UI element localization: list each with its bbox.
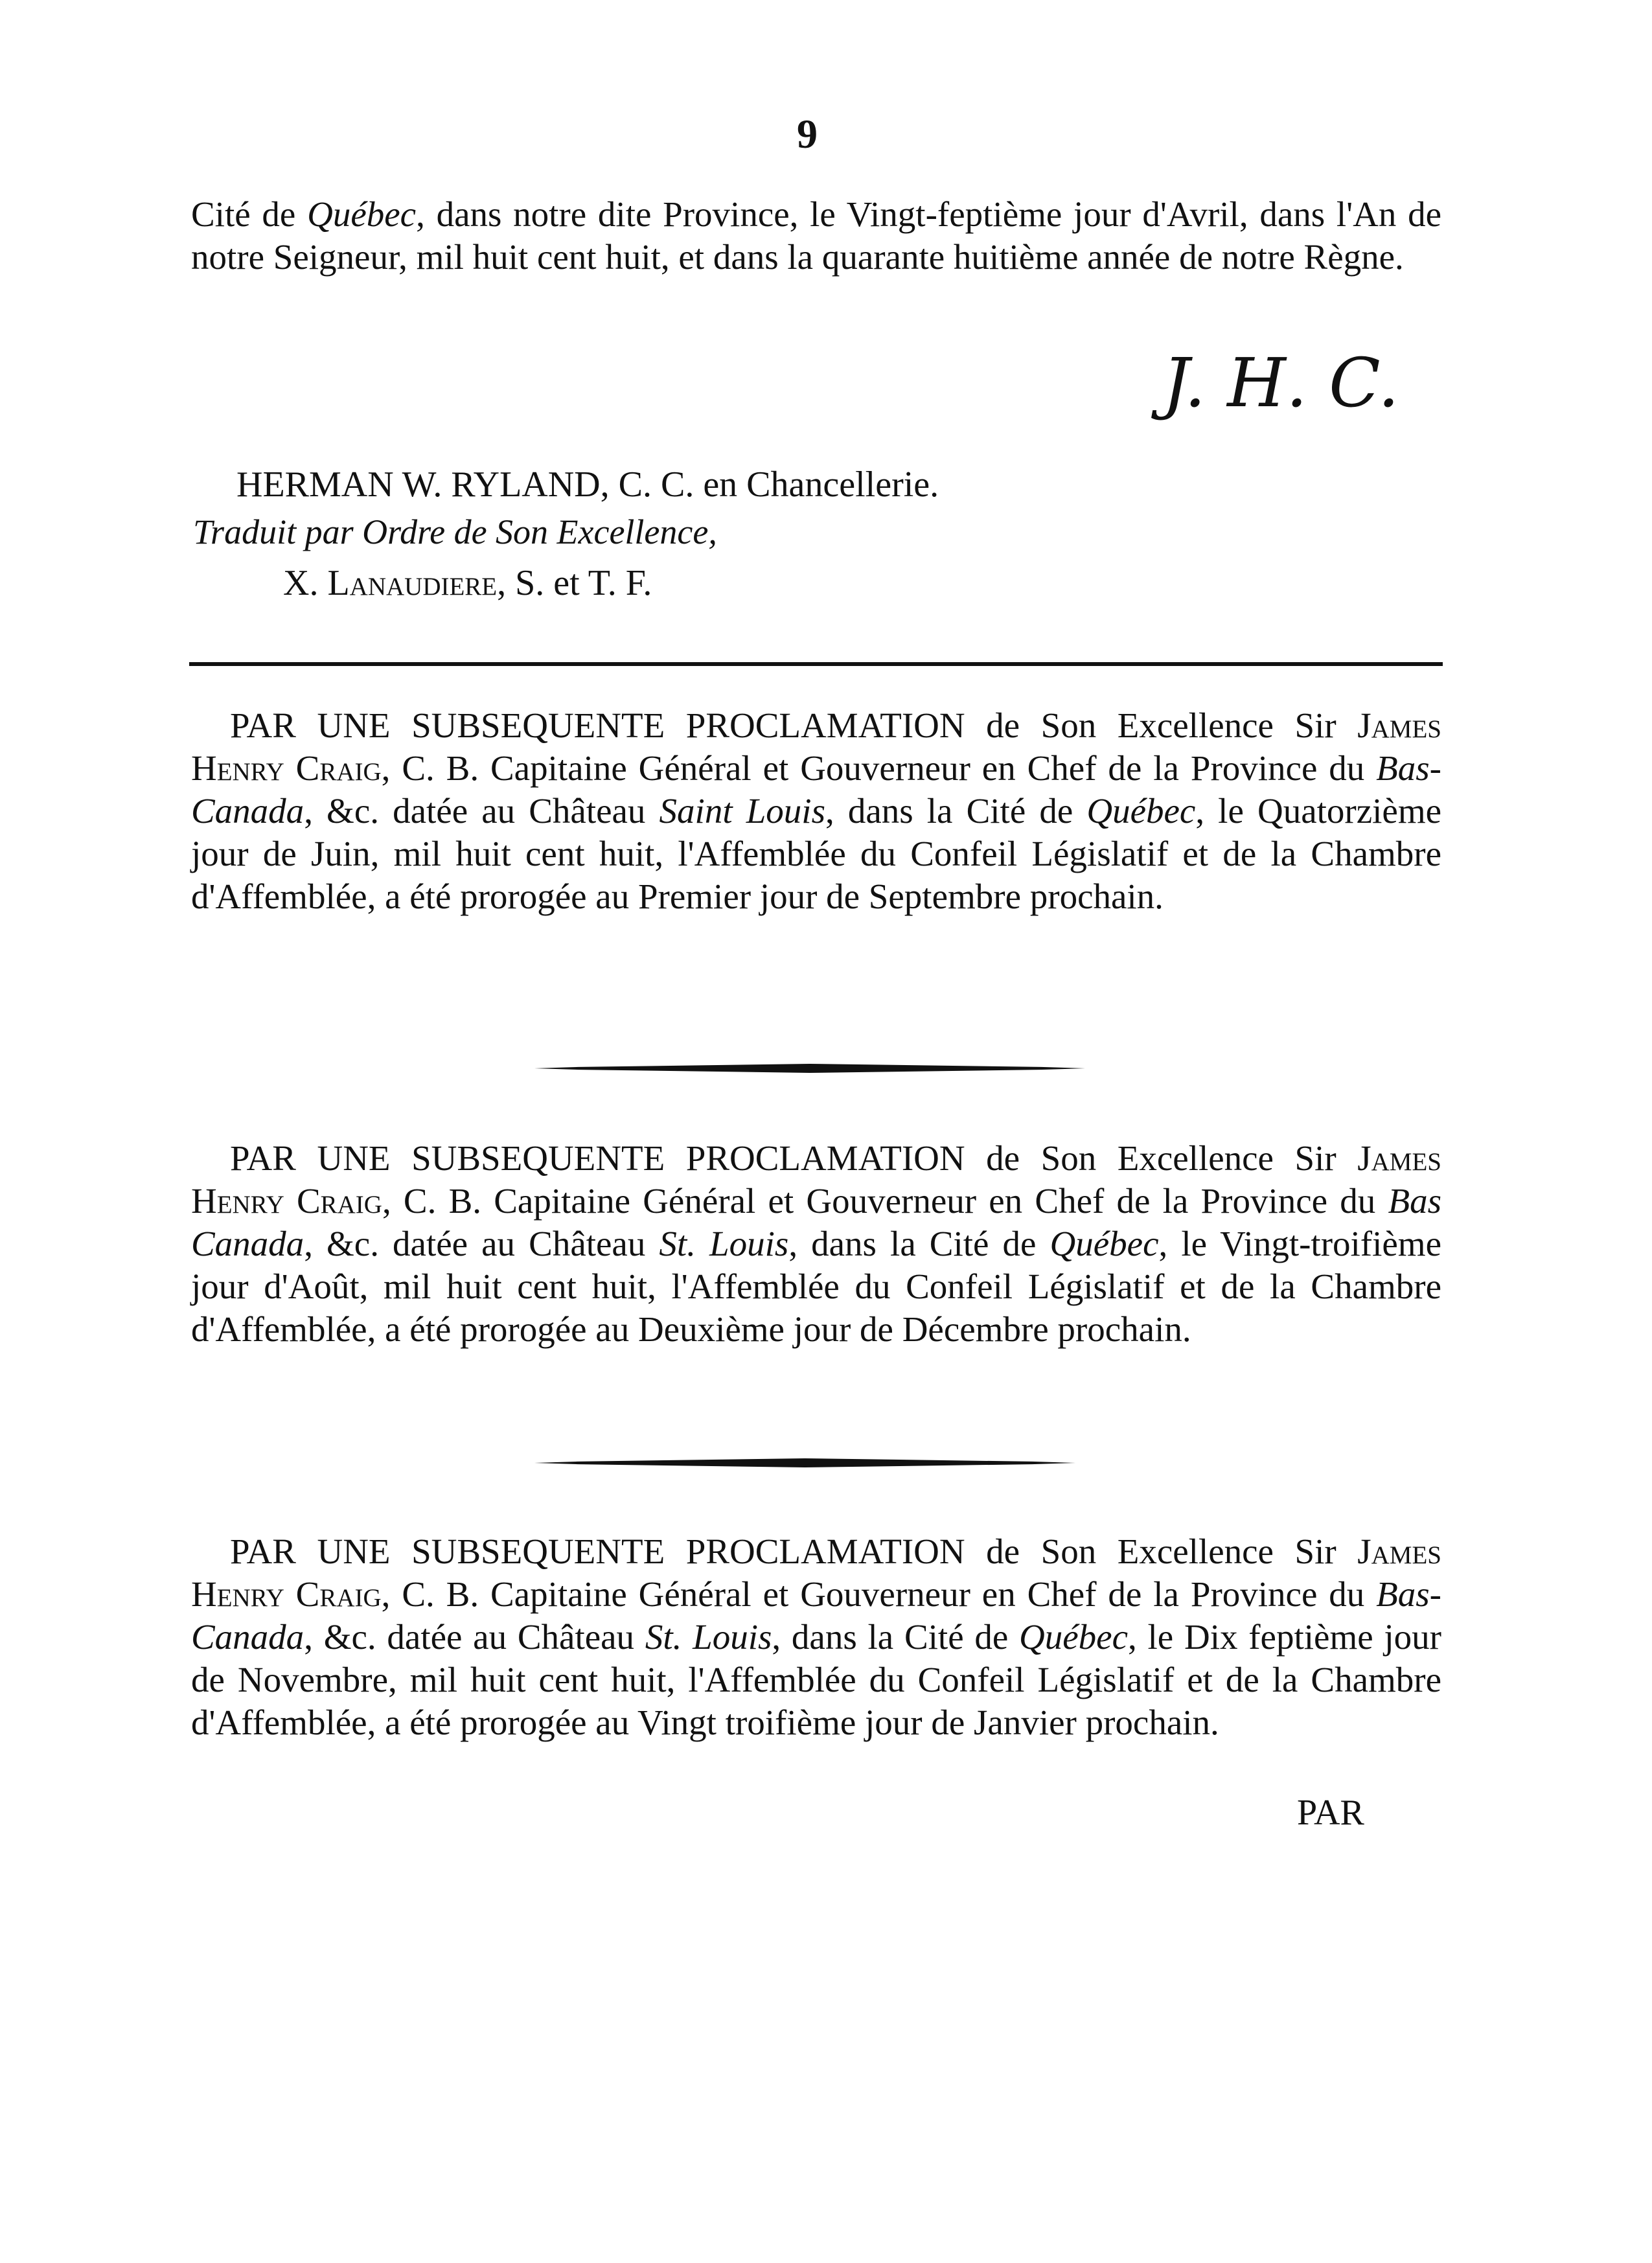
initials-signature: J. H. C. xyxy=(1162,343,1399,422)
proclamation-text: , dans la Cité de xyxy=(788,1224,1050,1263)
proclamation-text: , C. B. Capitaine Général et Gouverneur en Chef de la Province du xyxy=(381,748,1377,788)
chateau-name: St. Louis xyxy=(645,1617,772,1657)
translation-note: Traduit par Ordre de Son Excellence, xyxy=(193,512,717,551)
proclamation-text: , le Dix feptième jour de Novembre, mil huit cent huit, l'Affemblée du Confeil Législatif et de la Chambre d'Affemblée, a été prorogée au Vingt troifième jour de Janvier prochain. xyxy=(191,1617,1441,1742)
opening-paragraph xyxy=(191,193,1441,279)
city-name: Québec xyxy=(1019,1617,1129,1657)
opening-text: Cité de xyxy=(191,194,308,234)
province-name: Bas-Canada xyxy=(191,1574,1441,1657)
proclamation-text: , &c. datée au Château xyxy=(304,1617,645,1657)
governor-name: James Henry Craig xyxy=(191,706,1441,788)
proclamation-text: de Son Excellence Sir xyxy=(965,706,1358,745)
proclamation-text: , &c. datée au Château xyxy=(304,791,660,831)
translator-initial: X. xyxy=(283,563,328,603)
opening-text-continued: , dans notre dite Province, le Vingt-feptième jour d'Avril, dans l'An de notre Seigneur, mil huit cent huit, et dans la quarante huitième année de notre Règne. xyxy=(191,194,1441,277)
governor-name: James Henry Craig xyxy=(191,1138,1441,1221)
proclamation-heading: PAR UNE SUBSEQUENTE PROCLAMATION xyxy=(230,706,965,745)
page-number: 9 xyxy=(797,111,818,157)
translator-line xyxy=(283,562,652,604)
chateau-name: Saint Louis xyxy=(659,791,825,831)
proclamation-paragraph-2 xyxy=(191,1137,1441,1351)
ornamental-rule xyxy=(534,1064,1085,1073)
province-name: Bas-Canada xyxy=(191,748,1441,831)
proclamation-text: , dans la Cité de xyxy=(772,1617,1020,1657)
proclamation-text: , &c. datée au Château xyxy=(304,1224,660,1263)
catchword: PAR xyxy=(1297,1793,1364,1833)
proclamation-paragraph-1 xyxy=(191,704,1441,918)
signature-line: HERMAN W. RYLAND, C. C. en Chancellerie. xyxy=(236,465,939,505)
translator-title: , S. et T. F. xyxy=(497,563,652,603)
proclamation-heading: PAR UNE SUBSEQUENTE PROCLAMATION xyxy=(230,1138,965,1178)
chateau-name: St. Louis xyxy=(659,1224,789,1263)
ornamental-rule xyxy=(534,1458,1075,1467)
proclamation-text: de Son Excellence Sir xyxy=(965,1138,1358,1178)
proclamation-heading: PAR UNE SUBSEQUENTE PROCLAMATION xyxy=(230,1532,965,1571)
proclamation-text: , le Quatorzième jour de Juin, mil huit cent huit, l'Affemblée du Confeil Législatif et de la Chambre d'Affemblée, a été prorogée au Premier jour de Septembre prochain. xyxy=(191,791,1442,916)
proclamation-text: , dans la Cité de xyxy=(825,791,1087,831)
translator-surname: Lanaudiere xyxy=(327,563,498,603)
city-name: Québec xyxy=(1050,1224,1159,1263)
proclamation-text: , le Vingt-troifième jour d'Août, mil huit cent huit, l'Affemblée du Confeil Législatif et de la Chambre d'Affemblée, a été prorogée au Deuxième jour de Décembre prochain. xyxy=(191,1224,1441,1349)
proclamation-text: , C. B. Capitaine Général et Gouverneur en Chef de la Province du xyxy=(381,1574,1377,1614)
proclamation-paragraph-3 xyxy=(191,1530,1441,1744)
proclamation-text: , C. B. Capitaine Général et Gouverneur en Chef de la Province du xyxy=(382,1181,1388,1221)
province-name: Bas Canada xyxy=(191,1181,1442,1263)
section-rule xyxy=(189,662,1443,666)
proclamation-text: de Son Excellence Sir xyxy=(965,1532,1358,1571)
city-name: Québec xyxy=(1086,791,1196,831)
opening-city: Québec xyxy=(307,194,417,234)
governor-name: James Henry Craig xyxy=(191,1532,1441,1614)
